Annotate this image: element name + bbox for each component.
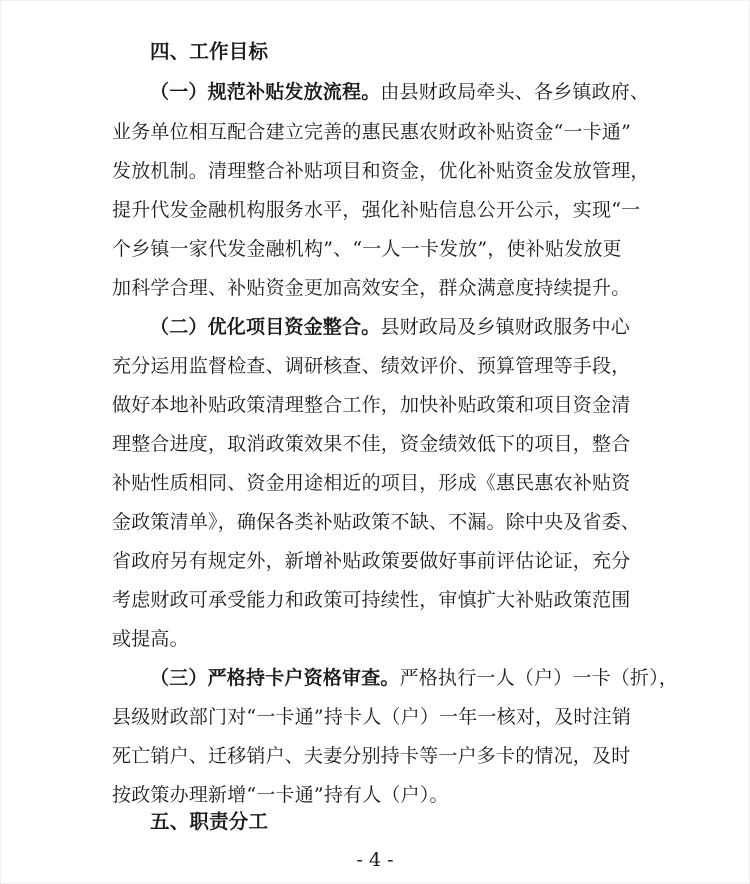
- paragraph-line: 或提高。: [112, 628, 189, 650]
- paragraph-line: [150, 666, 679, 690]
- paragraph-line: 考虑财政可承受能力和政策可持续性，审慎扩大补贴政策范围: [112, 589, 631, 611]
- item-text: 严格执行一人（户）一卡（折），: [399, 667, 679, 689]
- section-heading-goals: 四、工作目标: [150, 40, 269, 63]
- paragraph-line: 理整合进度，取消政策效果不佳，资金绩效低下的项目，整合: [112, 433, 631, 455]
- paragraph-line: 按政策办理新增“一卡通”持有人（户）。: [112, 784, 449, 806]
- paragraph-line: 补贴性质相同、资金用途相近的项目，形成《惠民惠农补贴资: [112, 472, 631, 494]
- paragraph-line: 业务单位相互配合建立完善的惠民惠农财政补贴资金“一卡通”: [112, 121, 632, 143]
- paragraph-line: 个乡镇一家代发金融机构”、“一人一卡发放”，使补贴发放更: [112, 238, 622, 260]
- paragraph-line: 省政府另有规定外，新增补贴政策要做好事前评估论证，充分: [112, 550, 631, 572]
- paragraph-line: [150, 80, 650, 104]
- item-text: 由县财政局牵头、各乡镇政府、: [380, 81, 650, 103]
- paragraph-line: 加科学合理、补贴资金更加高效安全，群众满意度持续提升。: [112, 277, 631, 299]
- paragraph-line: 死亡销户、迁移销户、夫妻分别持卡等一户多卡的情况，及时: [112, 745, 631, 767]
- item-lead-3: （三）严格持卡户资格审查。: [150, 667, 400, 689]
- paragraph-line: 发放机制。清理整合补贴项目和资金，优化补贴资金发放管理，: [112, 160, 650, 182]
- paragraph-line: 金政策清单》，确保各类补贴政策不缺、不漏。除中央及省委、: [112, 511, 641, 533]
- item-text: 县财政局及乡镇财政服务中心: [380, 316, 631, 338]
- paragraph-line: [150, 315, 640, 339]
- section-heading-duties: 五、职责分工: [150, 810, 269, 833]
- item-lead-2: （二）优化项目资金整合。: [150, 316, 381, 338]
- paragraph-line: 充分运用监督检查、调研核查、绩效评价、预算管理等手段，: [112, 355, 631, 377]
- paragraph-line: 县级财政部门对“一卡通”持卡人（户）一年一核对，及时注销: [112, 706, 632, 728]
- paragraph-line: 做好本地补贴政策清理整合工作，加快补贴政策和项目资金清: [112, 394, 631, 416]
- paragraph-line: 提升代发金融机构服务水平，强化补贴信息公开公示，实现“一: [112, 199, 641, 221]
- page-number: - 4 -: [356, 849, 394, 871]
- item-lead-1: （一）规范补贴发放流程。: [150, 81, 381, 103]
